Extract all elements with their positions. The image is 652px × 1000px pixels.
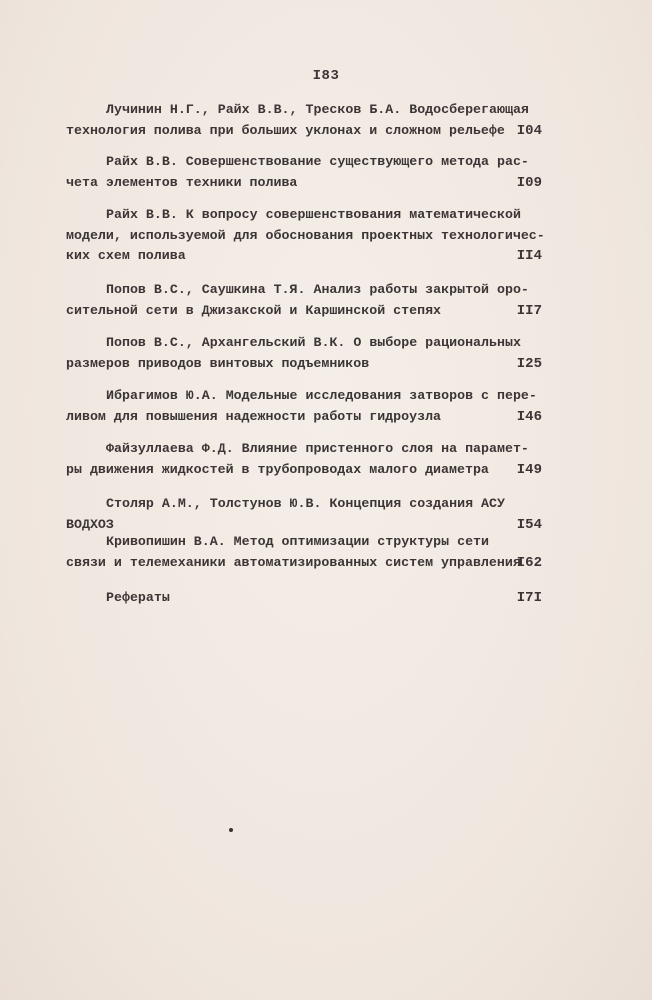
toc-page-number: II7: [516, 302, 542, 319]
toc-entry-line: Файзуллаева Ф.Д. Влияние пристенного слоя на парамет-: [106, 441, 529, 456]
toc-entry-line: Попов В.С., Архангельский В.К. О выборе рациональных: [106, 335, 521, 350]
toc-entry-line: Ибрагимов Ю.А. Модельные исследования затворов с пере-: [106, 388, 537, 403]
toc-entry-line: чета элементов техники полива: [66, 174, 298, 190]
toc-entry-line: ких схем полива: [66, 248, 186, 263]
toc-page-number: I54: [516, 516, 542, 533]
toc-entry-line: Райх В.В. Совершенствование существующего метода рас-: [106, 154, 529, 169]
toc-entry: [66, 205, 545, 267]
toc-page-number: I04: [516, 122, 542, 139]
toc-entry: [66, 439, 542, 480]
toc-entry-line: модели, используемой для обоснования проектных технологичес-: [66, 227, 545, 243]
toc-page-number: I25: [516, 355, 542, 372]
toc-entry: [66, 386, 542, 427]
toc-page-number: I49: [516, 461, 542, 478]
toc-entry: [66, 532, 542, 573]
toc-page-number: II4: [516, 248, 542, 264]
page-number: I83: [312, 68, 340, 84]
toc-page-number: I09: [516, 174, 542, 191]
toc-entry-line: Лучинин Н.Г., Райх В.В., Тресков Б.А. Водосберегающая: [106, 102, 529, 117]
toc-entry: [66, 494, 542, 535]
toc-entry-line: ливом для повышения надежности работы гидроузла: [66, 408, 442, 424]
toc-entry-line: связи и телемеханики автоматизированных систем управления: [66, 554, 521, 570]
ink-speck: [229, 828, 233, 832]
toc-entry-line: Столяр А.М., Толстунов Ю.В. Концепция создания АСУ: [106, 496, 505, 511]
toc-entry: [66, 333, 542, 374]
toc-entry-line: Рефераты: [106, 590, 170, 605]
toc-entry-line: технология полива при больших уклонах и сложном рельефе: [66, 122, 505, 138]
toc-entry-line: ВОДХОЗ: [66, 516, 114, 532]
toc-page-number: I62: [516, 554, 542, 571]
toc-entry: [66, 588, 542, 609]
toc-entry-line: ры движения жидкостей в трубопроводах малого диаметра: [66, 461, 489, 477]
toc-entry: [66, 152, 542, 193]
toc-entry-line: Райх В.В. К вопросу совершенствования математической: [106, 207, 521, 222]
toc-entry: [66, 280, 542, 321]
toc-entry-line: Попов В.С., Саушкина Т.Я. Анализ работы закрытой оро-: [106, 282, 529, 297]
toc-entry: [66, 100, 542, 141]
toc-page-number: I7I: [516, 590, 542, 606]
toc-entry-line: размеров приводов винтовых подъемников: [66, 355, 370, 371]
toc-entry-line: Кривопишин В.А. Метод оптимизации структуры сети: [106, 534, 490, 549]
toc-page-number: I46: [516, 408, 542, 425]
toc-entry-line: сительной сети в Джизакской и Каршинской степях: [66, 302, 442, 318]
